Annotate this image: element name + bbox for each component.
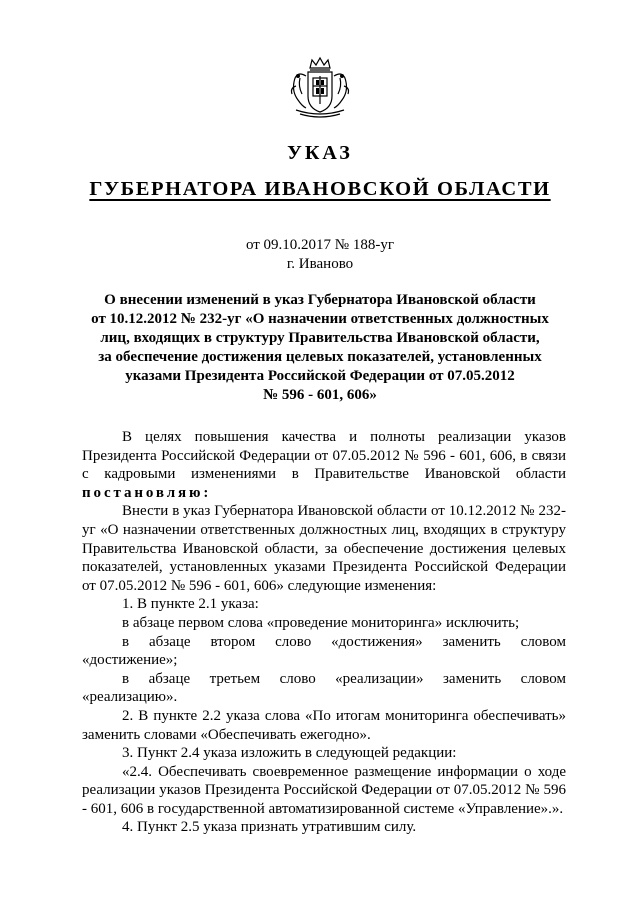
document-body (82, 428, 566, 837)
body-paragraph: в абзаце втором слово «достижения» заменить словом «достижение»; (82, 633, 566, 669)
document-title: УКАЗ (287, 142, 353, 164)
document-heading (80, 291, 560, 405)
heading-line: указами Президента Российской Федерации от 07.05.2012 (125, 368, 515, 384)
document-meta (0, 236, 640, 274)
document-subtitle: ГУБЕРНАТОРА ИВАНОВСКОЙ ОБЛАСТИ (89, 178, 551, 200)
body-paragraph: Внести в указ Губернатора Ивановской области от 10.12.2012 № 232-уг «О назначении ответственных должностных лиц, входящих в структуру Правительства Ивановской области, за обеспечение достижения целевых показателей, установленных указами Президента Российской Федерации от 07.05.2012 № 596 - 601, 606» следующие изменения: (82, 503, 566, 594)
preamble-text: В целях повышения качества и полноты реализации указов Президента Российской Федерации от 07.05.2012 № 596 - 601, 606, в связи с кадровыми изменениями в Правительстве Ивановской области (82, 429, 566, 483)
body-paragraph: 2. В пункте 2.2 указа слова «По итогам мониторинга обеспечивать» заменить словами «Обеспечивать ежегодно». (82, 707, 566, 743)
heading-line: за обеспечение достижения целевых показателей, установленных (98, 349, 542, 365)
heading-line: от 10.12.2012 № 232-уг «О назначении ответственных должностных (91, 311, 549, 327)
body-paragraph: «2.4. Обеспечивать своевременное размещение информации о ходе реализации указов Президента Российской Федерации от 07.05.2012 № 596 - 601, 606 в государственной автоматизированной системе «Управление».». (82, 763, 566, 817)
coat-of-arms-emblem (286, 56, 354, 118)
body-paragraph: в абзаце третьем слово «реализации» заменить словом «реализацию». (82, 670, 566, 706)
date-number: от 09.10.2017 № 188-уг (245, 237, 395, 253)
body-paragraph: 3. Пункт 2.4 указа изложить в следующей редакции: (122, 745, 457, 762)
heading-line: О внесении изменений в указ Губернатора Ивановской области (104, 292, 536, 308)
body-paragraph: 1. В пункте 2.1 указа: (122, 596, 259, 613)
heading-line: лиц, входящих в структуру Правительства Ивановской области, (100, 330, 540, 346)
heading-line: № 596 - 601, 606» (263, 387, 377, 403)
decree-word: постановляю: (82, 484, 212, 501)
body-paragraph: в абзаце первом слова «проведение мониторинга» исключить; (122, 614, 520, 631)
city: г. Иваново (286, 256, 354, 272)
body-paragraph: 4. Пункт 2.5 указа признать утратившим силу. (122, 819, 417, 836)
body-paragraph-preamble (82, 428, 566, 502)
